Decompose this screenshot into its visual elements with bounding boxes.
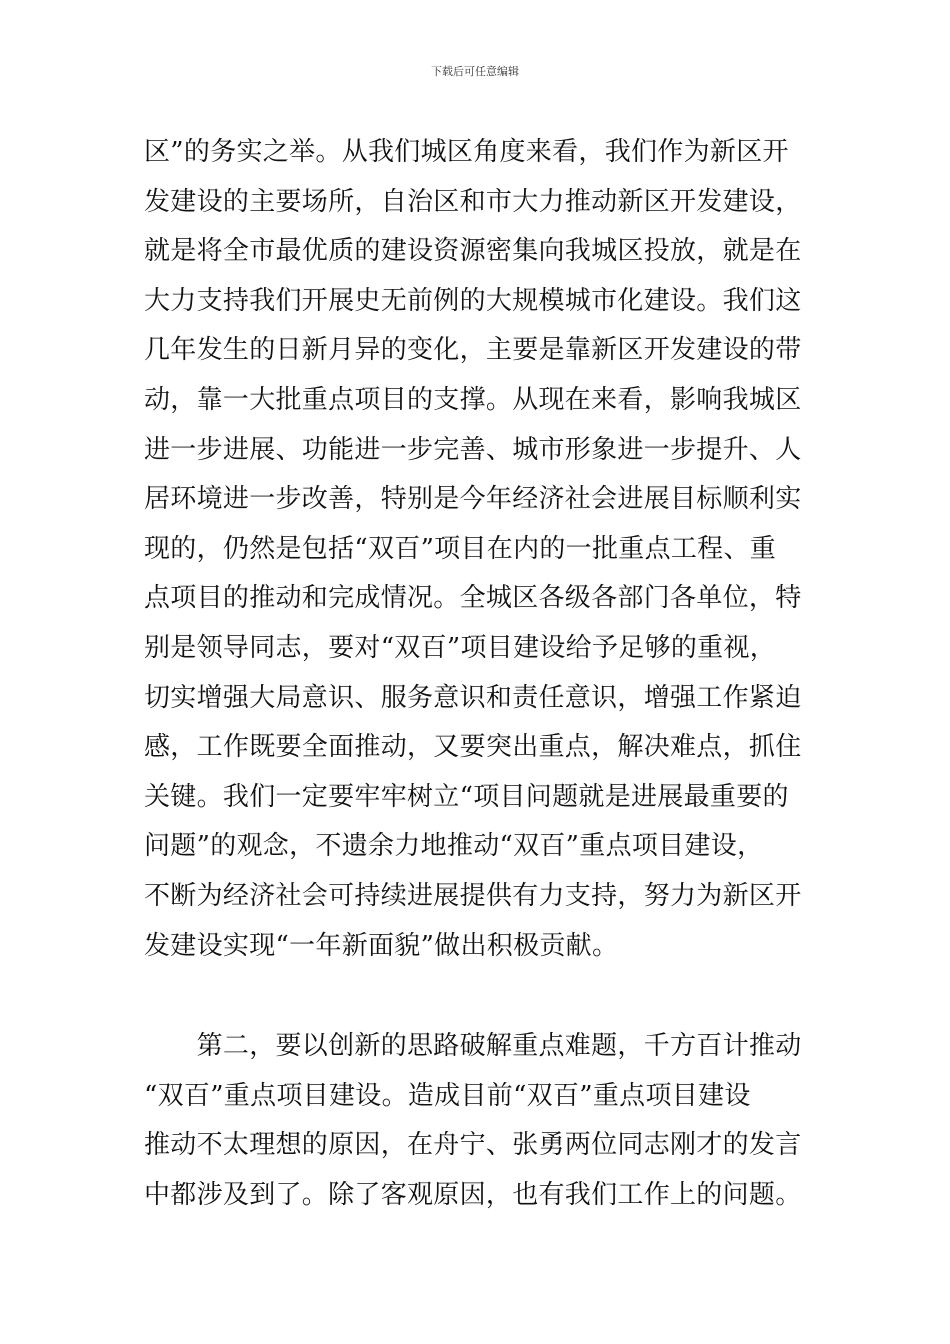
paragraph-line: 发建设实现“一年新面貌”做出积极贡献。 bbox=[144, 930, 619, 961]
paragraph-line: 推动不太理想的原因，在舟宁、张勇两位同志刚才的发言 bbox=[144, 1130, 802, 1161]
paragraph-line: 不断为经济社会可持续进展提供有力支持，努力为新区开 bbox=[144, 880, 802, 911]
paragraph-line: 几年发生的日新月异的变化，主要是靠新区开发建设的带 bbox=[144, 335, 802, 366]
paragraph-line: 区”的务实之举。从我们城区角度来看，我们作为新区开 bbox=[144, 137, 789, 167]
paragraph-line: 动，靠一大批重点项目的支撑。从现在来看，影响我城区 bbox=[144, 384, 802, 415]
paragraph-line: “双百”重点项目建设。造成目前“双百”重点项目建设 bbox=[144, 1080, 751, 1111]
paragraph-line: 切实增强大局意识、服务意识和责任意识，增强工作紧迫 bbox=[144, 682, 802, 713]
paragraph-line: 关键。我们一定要牢牢树立“项目问题就是进展最重要的 bbox=[144, 781, 789, 812]
paragraph-line: 感，工作既要全面推动，又要突出重点，解决难点，抓住 bbox=[144, 732, 802, 763]
paragraph-line: 进一步进展、功能进一步完善、城市形象进一步提升、人 bbox=[144, 434, 802, 465]
paragraph-1 bbox=[144, 128, 824, 971]
paragraph-line: 就是将全市最优质的建设资源密集向我城区投放，就是在 bbox=[144, 236, 802, 267]
paragraph-line: 大力支持我们开展史无前例的大规模城市化建设。我们这 bbox=[144, 285, 802, 316]
paragraph-line: 居环境进一步改善，特别是今年经济社会进展目标顺利实 bbox=[144, 484, 802, 515]
paragraph-line: 发建设的主要场所，自治区和市大力推动新区开发建设， bbox=[144, 186, 802, 217]
paragraph-line: 第二，要以创新的思路破解重点难题，千方百计推动 bbox=[144, 1031, 802, 1061]
paragraph-line: 点项目的推动和完成情况。全城区各级各部门各单位，特 bbox=[144, 583, 802, 614]
paragraph-line: 现的，仍然是包括“双百”项目在内的一批重点工程、重 bbox=[144, 533, 777, 564]
paragraph-line: 问题”的观念，不遗余力地推动“双百”重点项目建设， bbox=[144, 831, 764, 862]
page-header: 下载后可任意编辑 bbox=[431, 65, 519, 78]
paragraph-line: 别是领导同志，要对“双百”项目建设给予足够的重视， bbox=[144, 632, 777, 663]
paragraph-2 bbox=[144, 1022, 824, 1220]
paragraph-line: 中都涉及到了。除了客观原因，也有我们工作上的问题。 bbox=[144, 1179, 802, 1210]
